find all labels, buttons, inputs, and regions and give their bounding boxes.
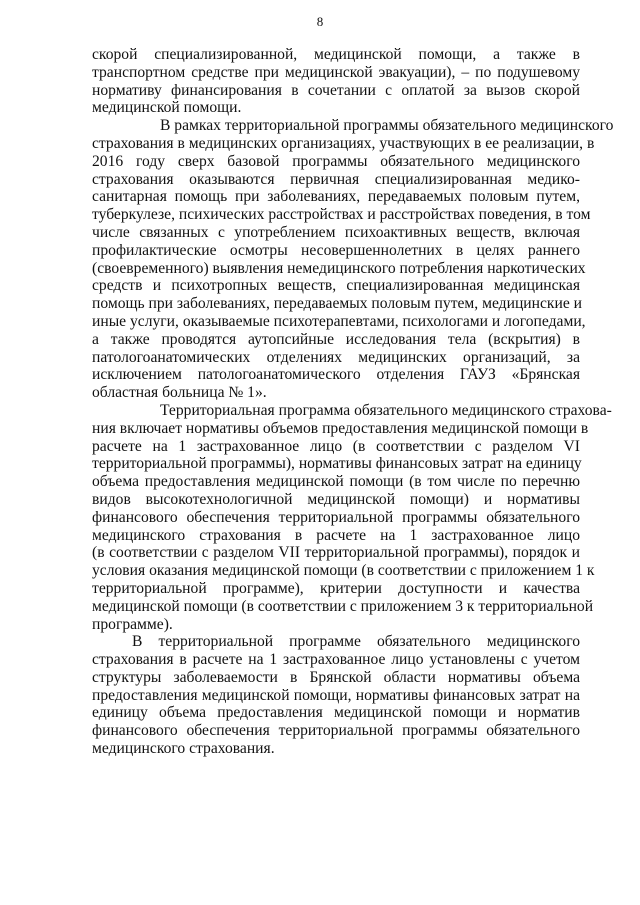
text-line: помощь при заболеваниях, передаваемых половым путем, медицинские и — [92, 295, 582, 313]
text-line: структуры заболеваемости в Брянской области нормативы объема — [92, 668, 580, 686]
text-line: медицинской помощи. — [92, 99, 242, 117]
text-line: профилактические осмотры несовершеннолетних в целях раннего — [92, 241, 580, 259]
text-line: (своевременного) выявления немедицинского потребления наркотических — [92, 259, 586, 277]
text-line: В рамках территориальной программы обязательного медицинского — [160, 117, 614, 135]
text-line: средств и психотропных веществ, специализированная медицинская — [92, 277, 580, 295]
page-number: 8 — [316, 14, 324, 29]
text-line: расчете на 1 застрахованное лицо (в соответствии с разделом VI — [92, 437, 580, 455]
text-line: областная больница № 1». — [92, 384, 267, 402]
text-line: транспортном средстве при медицинской эвакуации), – по подушевому — [92, 63, 580, 81]
paragraph-1 — [92, 46, 580, 117]
text-line: территориальной программы), нормативы финансовых затрат на единицу — [92, 455, 582, 473]
text-line: Территориальная программа обязательного медицинского страхова- — [160, 401, 612, 419]
text-line: 2016 году сверх базовой программы обязательного медицинского — [92, 152, 580, 170]
text-line: объема предоставления медицинской помощи (в том числе по перечню — [92, 473, 580, 491]
paragraph-4 — [92, 633, 580, 758]
text-line: территориальной программе), критерии доступности и качества — [92, 579, 580, 597]
paragraph-2 — [92, 117, 614, 402]
text-line: финансового обеспечения территориальной программы обязательного — [92, 722, 580, 740]
text-line: ния включает нормативы объемов предоставления медицинской помощи в — [92, 419, 589, 437]
text-line: страхования в расчете на 1 застрахованное лицо установлены с учетом — [92, 651, 580, 669]
text-line: предоставления медицинской помощи, нормативы финансовых затрат на — [92, 686, 580, 704]
text-line: а также проводятся аутопсийные исследования тела (вскрытия) в — [92, 330, 580, 348]
text-line: туберкулезе, психических расстройствах и расстройствах поведения, в том — [92, 206, 591, 224]
text-line: страхования в медицинских организациях, участвующих в ее реализации, в — [92, 134, 595, 152]
text-line: медицинского страхования. — [92, 740, 275, 758]
text-line: числе связанных с употреблением психоактивных веществ, включая — [92, 223, 580, 241]
text-line: видов высокотехнологичной медицинской помощи) и нормативы — [92, 490, 580, 508]
paragraph-3 — [92, 401, 612, 633]
text-line: медицинского страхования в расчете на 1 застрахованное лицо — [92, 526, 580, 544]
body-text — [92, 46, 614, 758]
text-line: (в соответствии с разделом VII территориальной программы), порядок и — [92, 544, 580, 562]
text-line: исключением патологоанатомического отделения ГАУЗ «Брянская — [92, 366, 580, 384]
text-line: единицу объема предоставления медицинской помощи и норматив — [92, 704, 580, 722]
text-line: патологоанатомических отделениях медицинских организаций, за — [92, 348, 580, 366]
text-line: иные услуги, оказываемые психотерапевтами, психологами и логопедами, — [92, 312, 586, 330]
text-line: финансового обеспечения территориальной программы обязательного — [92, 508, 580, 526]
text-line: программе). — [92, 615, 173, 633]
text-line: скорой специализированной, медицинской помощи, а также в — [92, 46, 580, 63]
text-line: медицинской помощи (в соответствии с приложением 3 к территориальной — [92, 597, 594, 615]
text-line: нормативу финансирования в сочетании с оплатой за вызов скорой — [92, 81, 580, 99]
text-line: страхования оказываются первичная специализированная медико- — [92, 170, 580, 188]
text-line: условия оказания медицинской помощи (в соответствии с приложением 1 к — [92, 562, 595, 580]
text-line: санитарная помощь при заболеваниях, передаваемых половым путем, — [92, 188, 580, 206]
text-line: В территориальной программе обязательного медицинского — [132, 633, 580, 651]
